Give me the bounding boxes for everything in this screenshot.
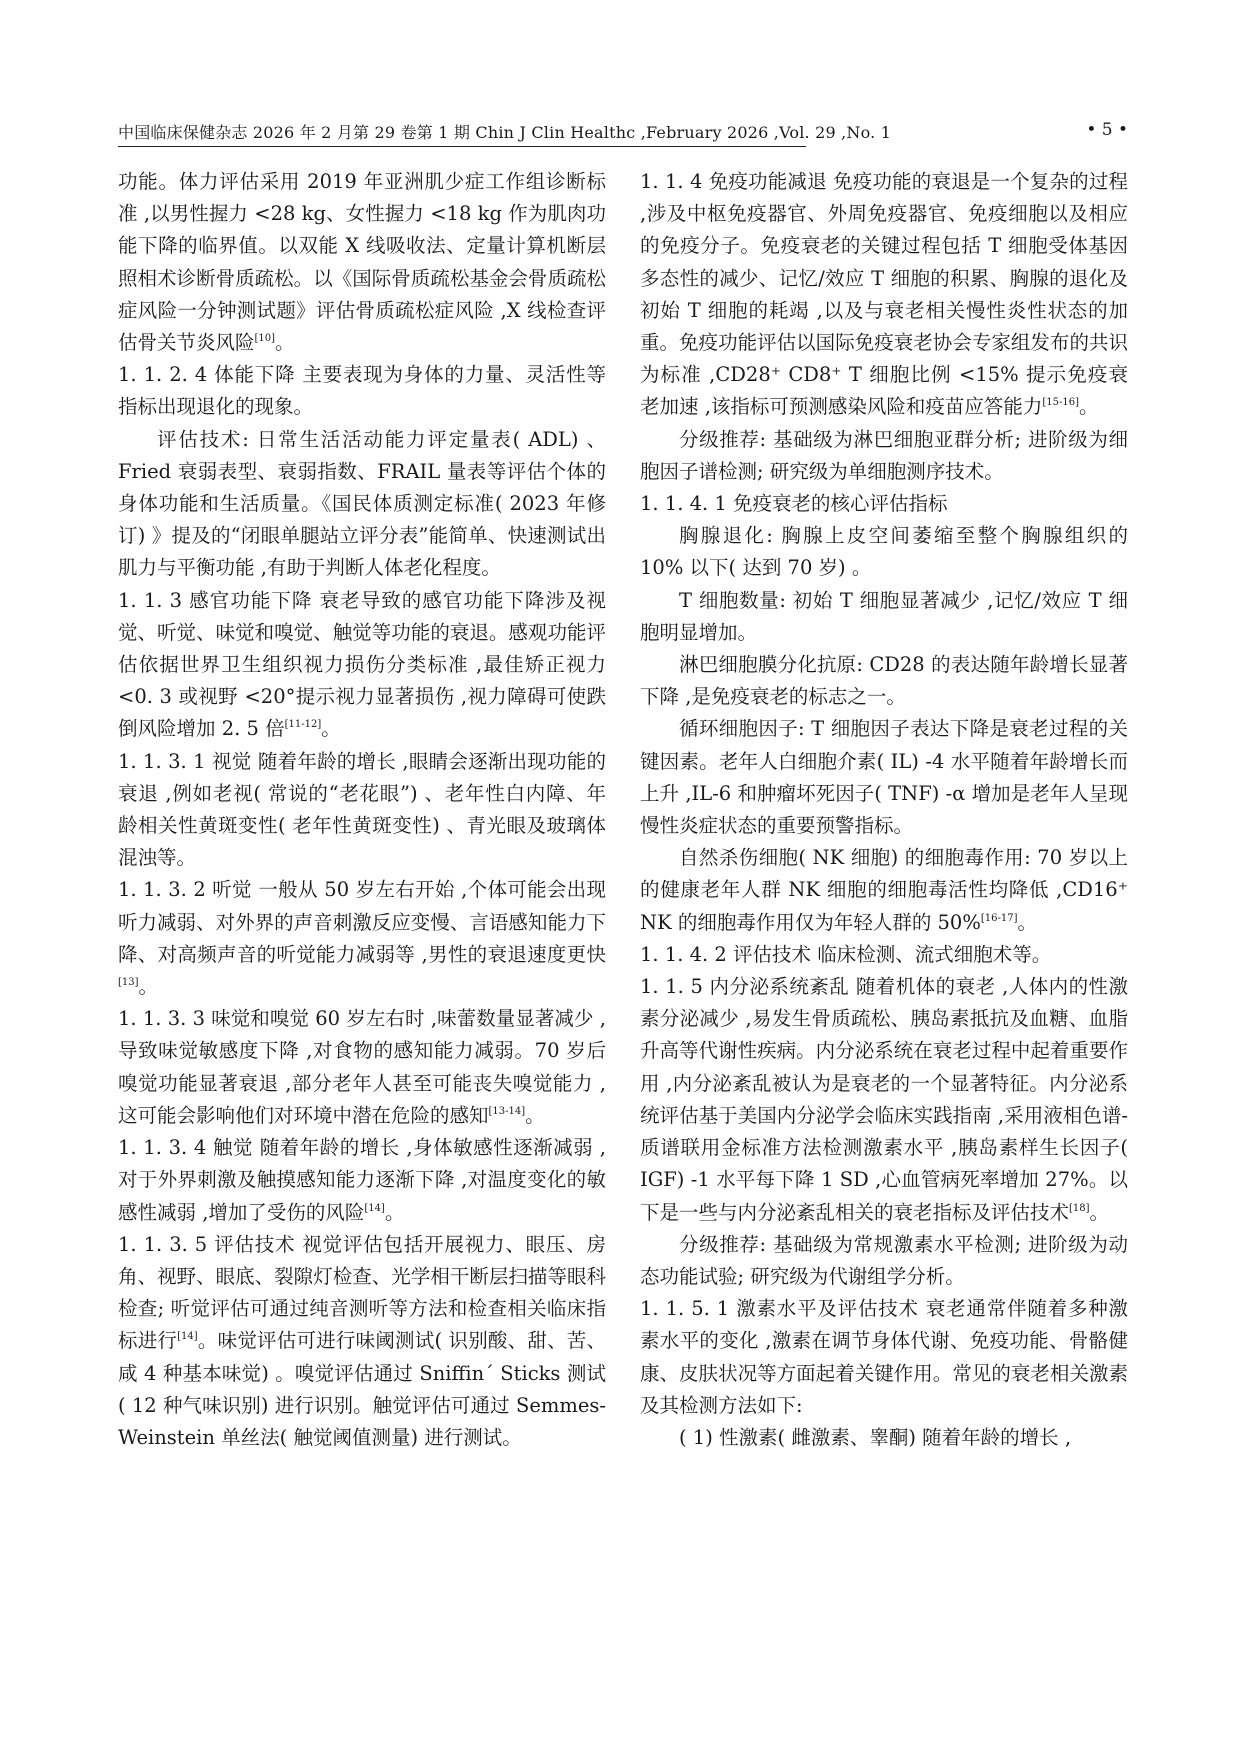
paragraph-text: 1. 1. 5. 1 激素水平及评估技术 衰老通常伴随着多种激素水平的变化 ,激素在调节身体代谢、免疫功能、骨骼健康、皮肤状况等方面起着关键作用。常见的衰老相关激素及其检测方法如下:: [640, 1297, 1128, 1417]
paragraph-text: 1. 1. 3 感官功能下降 衰老导致的感官功能下降涉及视觉、听觉、味觉和嗅觉、触觉等功能的衰退。感观功能评估依据世界卫生组织视力损伤分类标准 ,最佳矫正视力 <0. 3 或视野 <20°提示视力显著损伤 ,视力障碍可使跌倒风险增加 2. 5 倍: [118, 588, 606, 741]
citation-ref: [18]: [1069, 1202, 1090, 1214]
paragraph: [118, 424, 606, 585]
citation-ref: [13]: [118, 977, 139, 989]
citation-ref: [10]: [254, 333, 276, 345]
paragraph-text: 1. 1. 3. 1 视觉 随着年龄的增长 ,眼睛会逐渐出现功能的衰退 ,例如老视( 常说的“老花眼”) 、老年性白内障、年龄相关性黄斑变性( 老年性黄斑变性) 、青光眼及玻璃体混浊等。: [118, 749, 606, 870]
paragraph: [640, 585, 1128, 649]
paragraph-text: 功能。体力评估采用 2019 年亚洲肌少症工作组诊断标准 ,以男性握力 <28 kg、女性握力 <18 kg 作为肌肉功能下降的临界值。以双能 X 线吸收法、定量计算机断层照相术诊断骨质疏松。以《国际骨质疏松基金会骨质疏松症风险一分钟测试题》评估骨质疏松症风险 ,X 线检查评估骨关节炎风险: [118, 170, 606, 355]
paragraph: [118, 1132, 606, 1229]
paragraph-tail: 。: [1079, 395, 1099, 419]
paragraph-text: 1. 1. 4. 1 免疫衰老的核心评估指标: [640, 492, 948, 516]
right-column: [640, 166, 1128, 1454]
paragraph-text: 评估技术: 日常生活活动能力评定量表( ADL) 、Fried 衰弱表型、衰弱指数、FRAIL 量表等评估个体的身体功能和生活质量。《国民体质测定标准( 2023 年修订) 》提及的“闭眼单腿站立评分表”能简单、快速测试出肌力与平衡功能 ,有助于判断人体老化程度。: [118, 427, 606, 580]
paragraph-text: 分级推荐: 基础级为淋巴细胞亚群分析; 进阶级为细胞因子谱检测; 研究级为单细胞测序技术。: [640, 427, 1128, 483]
paragraph: [640, 842, 1128, 939]
paragraph: [640, 424, 1128, 488]
paragraph: [640, 520, 1128, 584]
paragraph: [118, 874, 606, 1003]
paragraph-tail: 。味觉评估可进行味阈测试( 识别酸、甜、苦、咸 4 种基本味觉) 。嗅觉评估通过 Sniffin´ Sticks 测试( 12 种气味识别) 进行识别。触觉评估可通过 Semmes-Weinstein 单丝法( 触觉阈值测量) 进行测试。: [118, 1329, 606, 1449]
paragraph: [640, 166, 1128, 424]
paragraph: [640, 1422, 1128, 1454]
paragraph-text: 1. 1. 3. 4 触觉 随着年龄的增长 ,身体敏感性逐渐减弱 ,对于外界刺激及触摸感知能力逐渐下降 ,对温度变化的敏感性减弱 ,增加了受伤的风险: [118, 1136, 606, 1224]
paragraph: [118, 1229, 606, 1454]
paragraph: [640, 971, 1128, 1229]
paragraph-text: 自然杀伤细胞( NK 细胞) 的细胞毒作用: 70 岁以上的健康老年人群 NK 细胞的细胞毒活性均降低 ,CD16⁺ NK 的细胞毒作用仅为年轻人群的 50%: [640, 846, 1128, 934]
header-rule: [118, 146, 806, 147]
citation-ref: [15-16]: [1042, 397, 1080, 409]
paragraph: [118, 166, 606, 359]
paragraph-tail: 。: [138, 975, 159, 999]
paragraph-tail: 。: [1089, 1200, 1110, 1224]
paragraph: [640, 488, 1128, 520]
paragraph-text: 1. 1. 3. 5 评估技术 视觉评估包括开展视力、眼压、房角、视野、眼底、裂隙灯检查、光学相干断层扫描等眼科检查; 听觉评估可通过纯音测听等方法和检查相关临床指标进行: [118, 1232, 606, 1353]
left-column: [118, 166, 606, 1454]
paragraph: [640, 713, 1128, 842]
paragraph-text: 淋巴细胞膜分化抗原: CD28 的表达随年龄增长显著下降 ,是免疫衰老的标志之一。: [640, 653, 1128, 709]
citation-ref: [14]: [177, 1331, 198, 1343]
paragraph-text: 胸腺退化: 胸腺上皮空间萎缩至整个胸腺组织的 10% 以下( 达到 70 岁) 。: [640, 524, 1128, 580]
paragraph: [118, 359, 606, 423]
paragraph-text: 循环细胞因子: T 细胞因子表达下降是衰老过程的关键因素。老年人白细胞介素( IL) -4 水平随着年龄增长而上升 ,IL-6 和肿瘤坏死因子( TNF) -α 增加是老年人呈现慢性炎症状态的重要预警指标。: [640, 717, 1128, 838]
paragraph-tail: 。: [525, 1103, 545, 1127]
paragraph: [118, 585, 606, 746]
running-header: [118, 120, 1128, 150]
paragraph-tail: 。: [384, 1200, 405, 1224]
paragraph: [640, 1229, 1128, 1293]
citation-ref: [11-12]: [284, 719, 322, 731]
page-number: • 5 •: [1086, 120, 1128, 140]
paragraph-text: 1. 1. 4. 2 评估技术 临床检测、流式细胞术等。: [640, 942, 1052, 966]
paragraph-text: T 细胞数量: 初始 T 细胞显著减少 ,记忆/效应 T 细胞明显增加。: [640, 588, 1128, 644]
paragraph: [640, 1293, 1128, 1422]
paragraph: [118, 1003, 606, 1132]
paragraph-tail: 。: [321, 717, 341, 741]
paragraph: [640, 939, 1128, 971]
paragraph-text: ( 1) 性激素( 雌激素、睾酮) 随着年龄的增长 ,: [679, 1425, 1072, 1449]
journal-citation: 中国临床保健杂志 2026 年 2 月第 29 卷第 1 期 Chin J Clin Healthc ,February 2026 ,Vol. 29 ,No. 1: [118, 123, 892, 142]
citation-ref: [14]: [364, 1202, 385, 1214]
paragraph-text: 1. 1. 3. 3 味觉和嗅觉 60 岁左右时 ,味蕾数量显著减少 ,导致味觉敏感度下降 ,对食物的感知能力减弱。70 岁后嗅觉功能显著衰退 ,部分老年人甚至可能丧失嗅觉能力 ,这可能会影响他们对环境中潜在危险的感知: [118, 1007, 606, 1127]
paragraph: [640, 649, 1128, 713]
citation-ref: [13-14]: [488, 1105, 526, 1117]
citation-ref: [16-17]: [980, 912, 1018, 924]
paragraph: [118, 746, 606, 875]
paragraph-text: 1. 1. 5 内分泌系统紊乱 随着机体的衰老 ,人体内的性激素分泌减少 ,易发生骨质疏松、胰岛素抵抗及血糖、血脂升高等代谢性疾病。内分泌系统在衰老过程中起着重要作用 ,内分泌紊乱被认为是衰老的一个显著特征。内分泌系统评估基于美国内分泌学会临床实践指南 ,采用液相色谱-质谱联用金标准方法检测激素水平 ,胰岛素样生长因子( IGF) -1 水平每下降 1 SD ,心血管病死率增加 27%。以下是一些与内分泌紊乱相关的衰老指标及评估技术: [640, 975, 1128, 1224]
paragraph-text: 1. 1. 2. 4 体能下降 主要表现为身体的力量、灵活性等指标出现退化的现象。: [118, 363, 606, 419]
paragraph-text: 1. 1. 3. 2 听觉 一般从 50 岁左右开始 ,个体可能会出现听力减弱、对外界的声音刺激反应变慢、言语感知能力下降、对高频声音的听觉能力减弱等 ,男性的衰退速度更快: [118, 878, 606, 966]
paragraph-tail: 。: [1017, 910, 1038, 934]
paragraph-text: 分级推荐: 基础级为常规激素水平检测; 进阶级为动态功能试验; 研究级为代谢组学分析。: [640, 1232, 1128, 1288]
paragraph-tail: 。: [275, 331, 295, 355]
paragraph-text: 1. 1. 4 免疫功能减退 免疫功能的衰退是一个复杂的过程 ,涉及中枢免疫器官、外周免疫器官、免疫细胞以及相应的免疫分子。免疫衰老的关键过程包括 T 细胞受体基因多态性的减少、记忆/效应 T 细胞的积累、胸腺的退化及初始 T 细胞的耗竭 ,以及与衰老相关慢性炎性状态的加重。免疫功能评估以国际免疫衰老协会专家组发布的共识为标准 ,CD28⁺ CD8⁺ T 细胞比例 <15% 提示免疫衰老加速 ,该指标可预测感染风险和疫苗应答能力: [640, 170, 1128, 419]
